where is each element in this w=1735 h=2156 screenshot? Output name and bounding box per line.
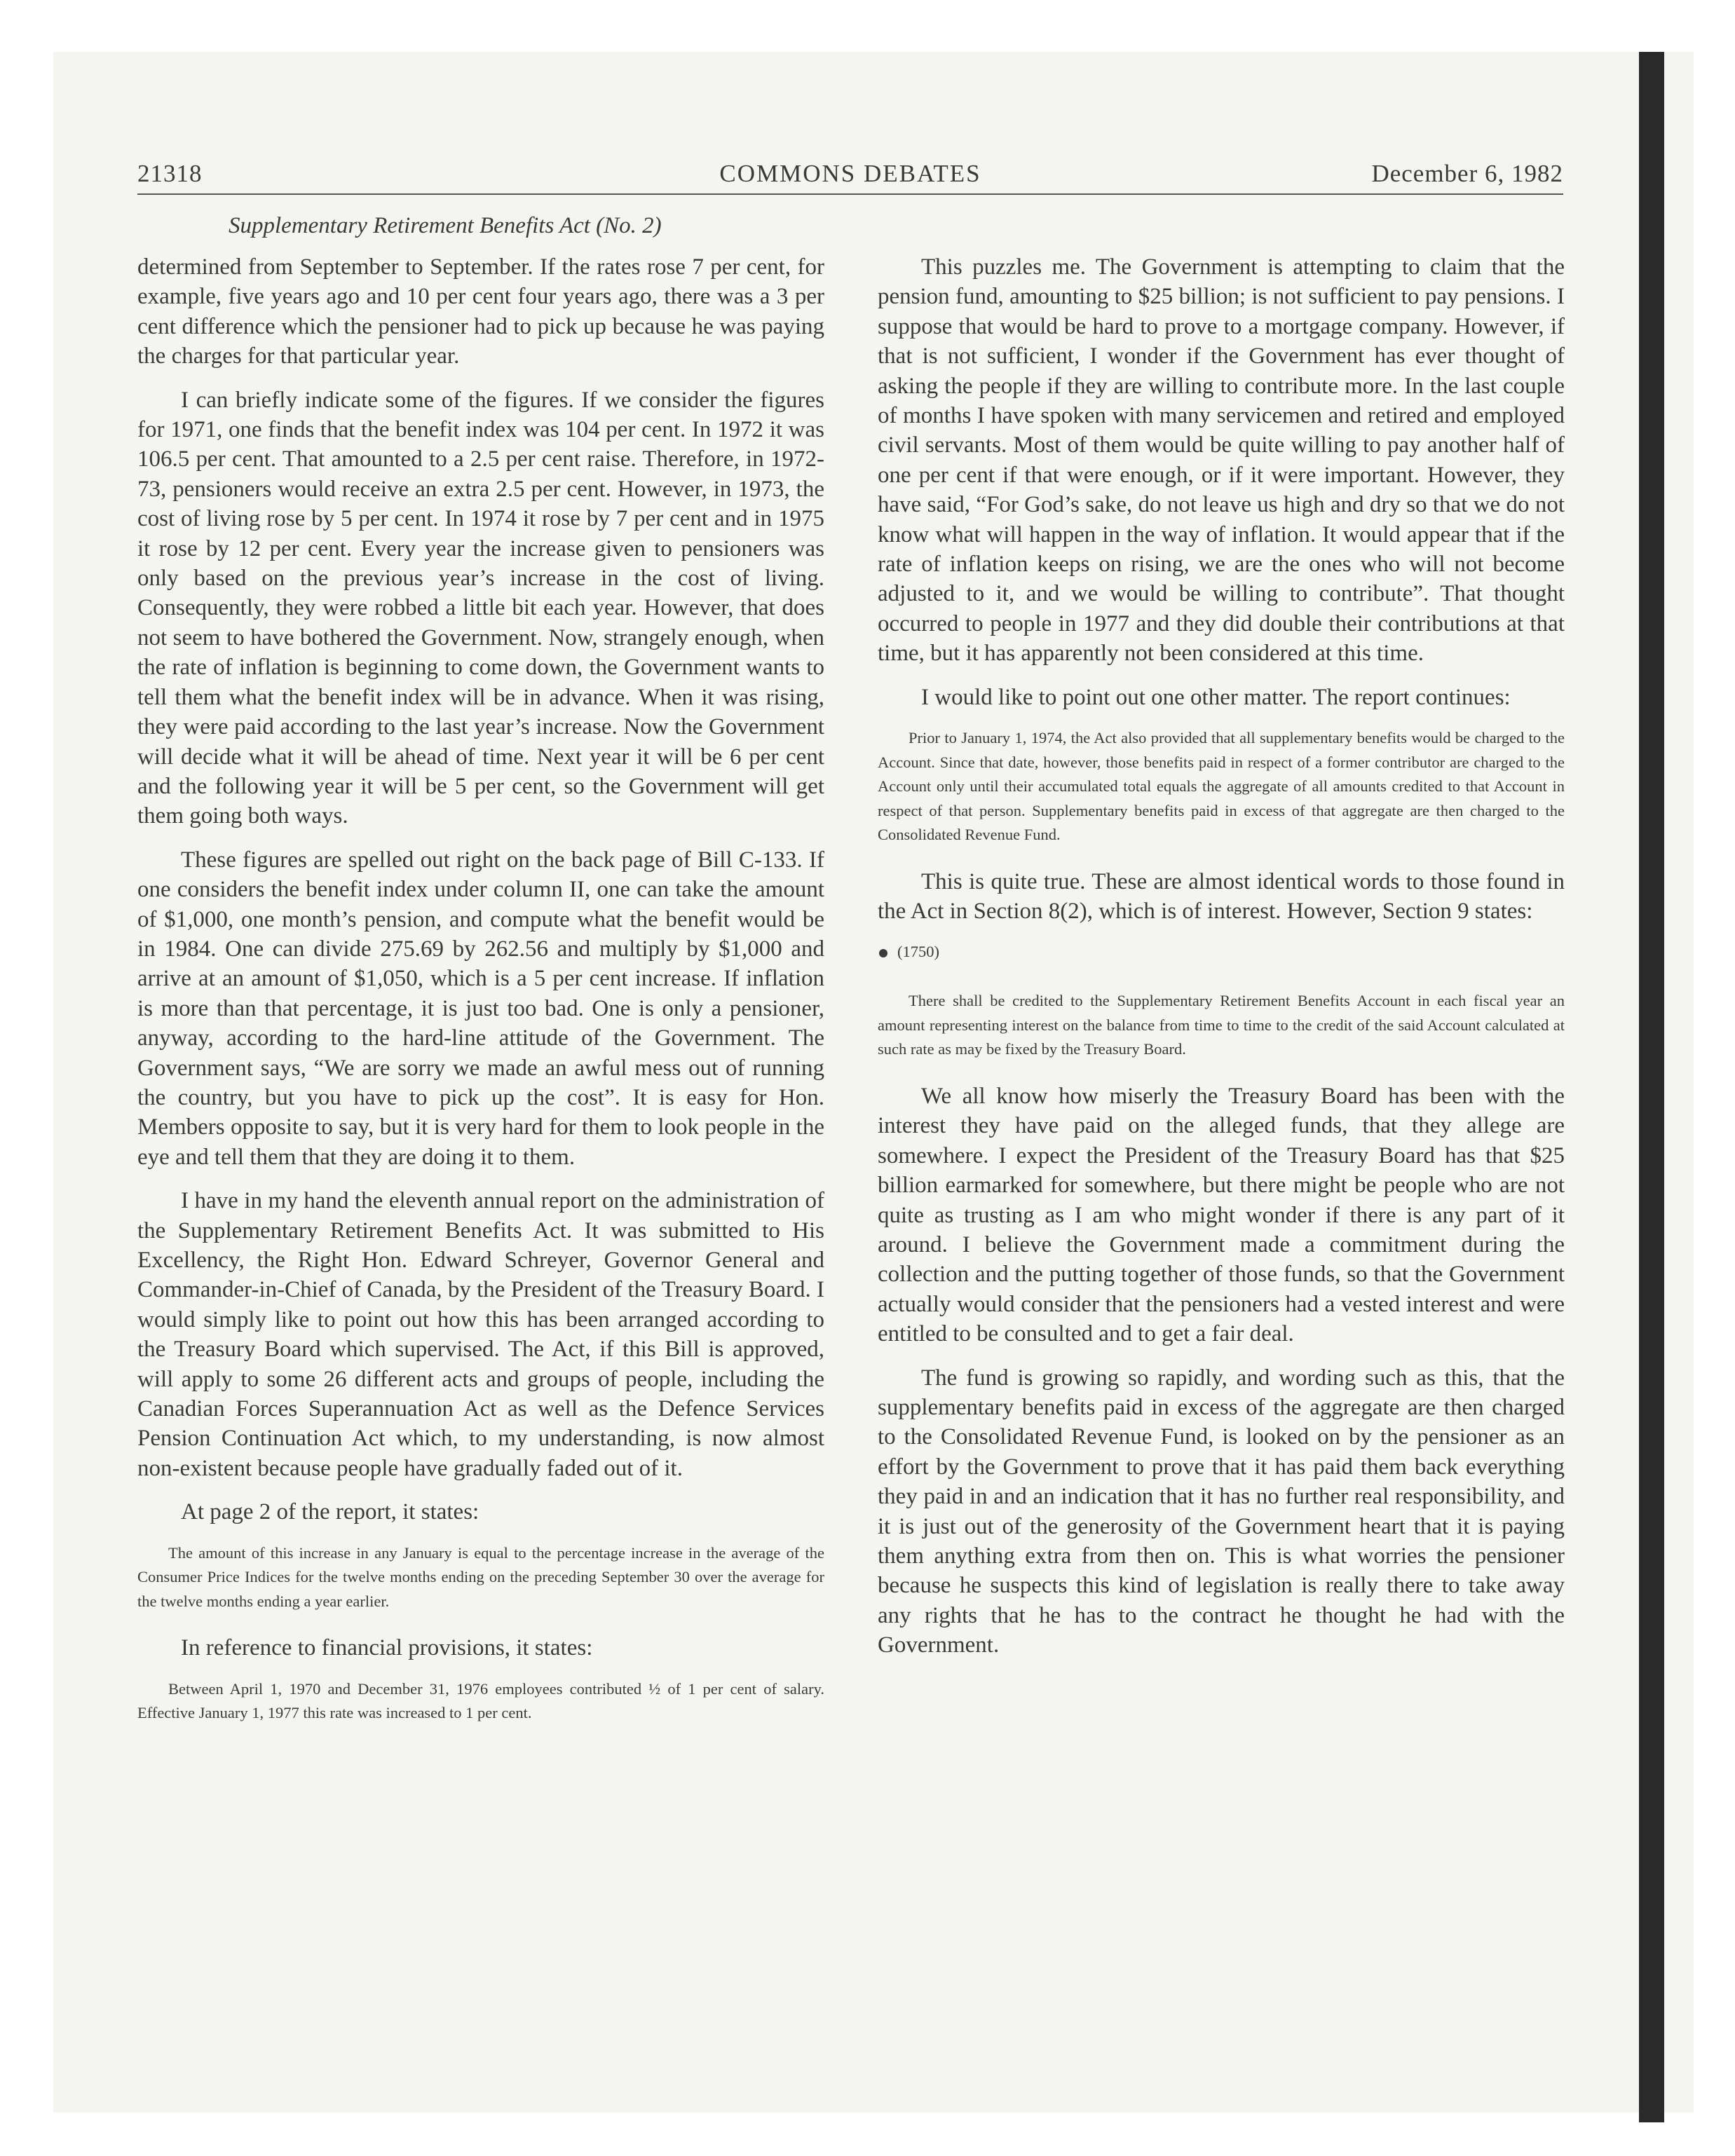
paragraph: I would like to point out one other matter. The report continues: xyxy=(921,684,1511,710)
paragraph: determined from September to September. If the rates rose 7 per cent, for example, five years ago and 10 per cent four years ago, there was a 3 per cent difference which the pensioner had to pick up because he was paying the charges for that particular year. xyxy=(137,254,824,369)
time-marker-text: (1750) xyxy=(897,943,939,961)
paragraph: We all know how miserly the Treasury Board has been with the interest they have paid on the alleged funds, that they allege are somewhere. I expect the President of the Treasury Board has that $25 billion earmarked for somewhere, but there might be people who are not quite as trusting as I am who might wonder if there is any part of it around. I believe the Government made a commitment during the collection and the putting together of those funds, so that the Government actually would consider that the pensioners had a vested interest and were entitled to be consulted and to get a fair deal. xyxy=(878,1083,1565,1347)
paragraph: I can briefly indicate some of the figures. If we consider the figures for 1971, one finds that the benefit index was 104 per cent. In 1972 it was 106.5 per cent. That amounted to a 2.5 per cent raise. Therefore, in 1972-73, pensioners would receive an extra 2.5 per cent. However, in 1973, the cost of living rose by 5 per cent. In 1974 it rose by 7 per cent and in 1975 it rose by 12 per cent. Every year the increase given to pensioners was only based on the previous year’s increase in the cost of living. Consequently, they were robbed a little bit each year. However, that does not seem to have bothered the Government. Now, strangely enough, when the rate of inflation is beginning to come down, the Government wants to tell them what the benefit index will be in advance. When it was rising, they were paid according to the last year’s increase. Now the Government will decide what it will be ahead of time. Next year it will be 6 per cent and the following year it will be 5 per cent, so the Government will get them going both ways. xyxy=(137,387,824,829)
header-rule xyxy=(137,193,1563,195)
block-quote: Between April 1, 1970 and December 31, 1976 employees contributed ½ of 1 per cent of salary. Effective January 1, 1977 this rate was increased to 1 per cent. xyxy=(137,1679,824,1722)
paragraph: At page 2 of the report, it states: xyxy=(181,1499,479,1525)
running-head: Supplementary Retirement Benefits Act (No. 2) xyxy=(229,213,662,238)
publication-date: December 6, 1982 xyxy=(1371,160,1563,187)
block-quote: Prior to January 1, 1974, the Act also provided that all supplementary benefits would be charged to the Account. Since that date, however, those benefits paid in respect of a former contributor are charged to the Account only until their accumulated total equals the aggregate of all amounts credited to that Account in respect of that person. Supplementary benefits paid in excess of that aggregate are then charged to the Consolidated Revenue Fund. xyxy=(878,729,1565,844)
right-column xyxy=(878,252,1565,1674)
publication-title: COMMONS DEBATES xyxy=(719,160,981,187)
paragraph: In reference to financial provisions, it states: xyxy=(181,1635,593,1661)
left-column xyxy=(137,252,824,1745)
block-quote: There shall be credited to the Supplementary Retirement Benefits Account in each fiscal year an amount representing interest on the balance from time to time to the credit of the said Account calculated at such rate as may be fixed by the Treasury Board. xyxy=(878,992,1565,1058)
paragraph: The fund is growing so rapidly, and wording such as this, that the supplementary benefits paid in excess of the aggregate are then charged to the Consolidated Revenue Fund, is looked on by the pensioner as an effort by the Government to prove that it has paid them back everything they paid in and an indication that it has no further real responsibility, and it is just out of the generosity of the Government heart that it is paying them anything extra from then on. This is what worries the pensioner because he suspects this kind of legislation is really there to take away any rights that he has to the contract he thought he had with the Government. xyxy=(878,1365,1565,1658)
page-number: 21318 xyxy=(137,160,203,187)
paragraph: These figures are spelled out right on the back page of Bill C-133. If one considers the benefit index under column II, one can take the amount of $1,000, one month’s pension, and compute what the benefit would be in 1984. One can divide 275.69 by 262.56 and multiply by $1,000 and arrive at an amount of $1,050, which is a 5 per cent increase. If inflation is more than that percentage, it is just too bad. One is only a pensioner, anyway, according to the hard-line attitude of the Government. The Government says, “We are sorry we made an awful mess out of running the country, but you have to pick up the cost”. It is easy for Hon. Members opposite to say, but it is very hard for them to look people in the eye and tell them that they are doing it to them. xyxy=(137,847,824,1170)
paragraph: This is quite true. These are almost identical words to those found in the Act in Section 8(2), which is of interest. However, Section 9 states: xyxy=(878,868,1565,924)
paragraph: This puzzles me. The Government is attempting to claim that the pension fund, amounting to $25 billion; is not sufficient to pay pensions. I suppose that would be hard to prove to a mortgage company. However, if that is not sufficient, I wonder if the Government has ever thought of asking the people if they are willing to contribute more. In the last couple of months I have spoken with many servicemen and retired and employed civil servants. Most of them would be quite willing to pay another half of one per cent if that were enough, or if it were important. However, they have said, “For God’s sake, do not leave us high and dry so that we do not know what will happen in the way of inflation. It would appear that if the rate of inflation keeps on rising, we are the ones who will not become adjusted to it, and we would be willing to contribute”. That thought occurred to people in 1977 and they did double their contributions at that time, but it has apparently not been considered at this time. xyxy=(878,254,1565,667)
time-marker xyxy=(878,940,1565,964)
block-quote: The amount of this increase in any January is equal to the percentage increase in the average of the Consumer Price Indices for the twelve months ending on the preceding September 30 over the average for the twelve months ending a year earlier. xyxy=(137,1543,824,1610)
bullet-dot-icon xyxy=(879,949,887,957)
paragraph: I have in my hand the eleventh annual report on the administration of the Supplementary Retirement Benefits Act. It was submitted to His Excellency, the Right Hon. Edward Schreyer, Governor General and Commander-in-Chief of Canada, by the President of the Treasury Board. I would simply like to point out how this has been arranged according to the Treasury Board which supervised. The Act, if this Bill is approved, will apply to some 26 different acts and groups of people, including the Canadian Forces Superannuation Act as well as the Defence Services Pension Continuation Act which, to my understanding, is now almost non-existent because people have gradually faded out of it. xyxy=(137,1188,824,1481)
